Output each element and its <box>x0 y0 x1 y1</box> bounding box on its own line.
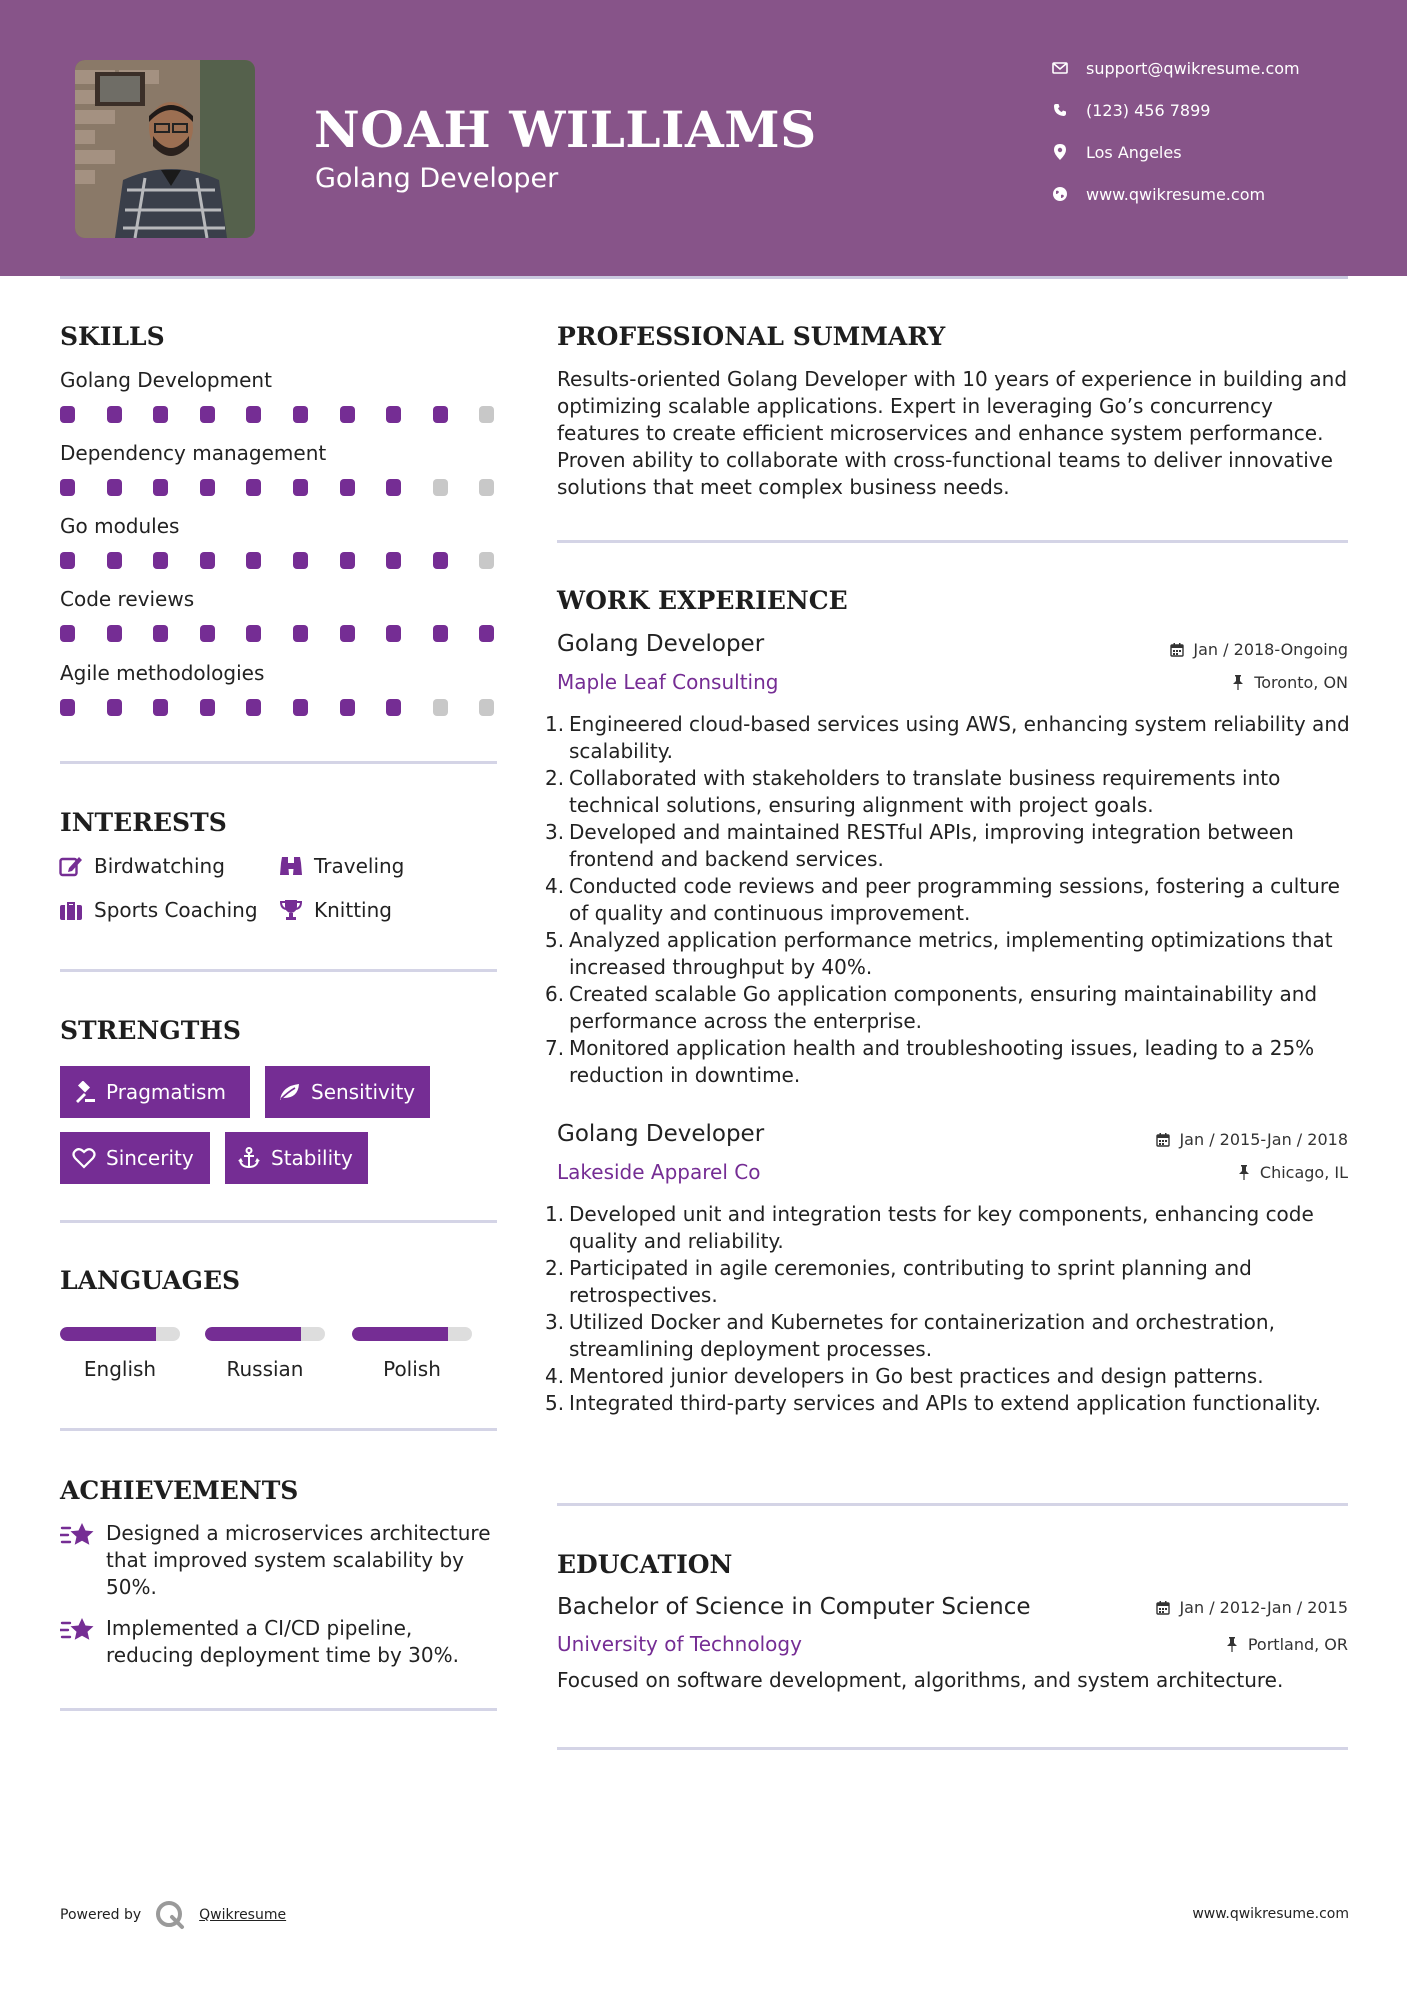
bullet-text: Utilized Docker and Kubernetes for containerization and orchestration, streamlining deployment processes. <box>569 1310 1275 1361</box>
section-divider <box>557 1503 1348 1506</box>
company-name: Lakeside Apparel Co <box>557 1160 761 1184</box>
skill-dot-filled <box>200 479 215 496</box>
job-title: Golang Developer <box>557 631 765 657</box>
calendar-icon <box>1169 642 1185 658</box>
languages-heading: LANGUAGES <box>60 1266 241 1295</box>
bullet-text: Mentored junior developers in Go best practices and design patterns. <box>569 1364 1264 1388</box>
job-dates <box>1155 1130 1348 1149</box>
skill-dot-filled <box>293 699 308 716</box>
dates-text: Jan / 2012-Jan / 2015 <box>1179 1598 1348 1617</box>
bullet-number: 2. <box>545 766 565 790</box>
section-divider <box>557 1747 1348 1750</box>
edit-icon <box>58 853 84 879</box>
footer-website[interactable]: www.qwikresume.com <box>1192 1906 1349 1922</box>
company-name: Maple Leaf Consulting <box>557 670 779 694</box>
skill-dot-filled <box>153 625 168 642</box>
interest-item <box>58 853 225 879</box>
skill-dot-filled <box>386 552 401 569</box>
contact-phone[interactable] <box>1050 98 1210 122</box>
skill-name: Dependency management <box>60 441 327 465</box>
skills-heading: SKILLS <box>60 322 165 351</box>
header-divider <box>60 276 1348 279</box>
bullet-text: Conducted code reviews and peer programming sessions, fostering a culture of quality and continuous improvement. <box>569 874 1340 925</box>
section-divider <box>60 1428 497 1431</box>
language-name: English <box>83 1357 157 1381</box>
skill-dot-filled <box>293 625 308 642</box>
footer-powered-by <box>60 1900 286 1930</box>
bullet-number: 5. <box>545 928 565 952</box>
skill-dot-filled <box>386 699 401 716</box>
skill-dot-empty <box>433 699 448 716</box>
bullet-text: Developed and maintained RESTful APIs, improving integration between frontend and backend services. <box>569 820 1294 871</box>
bullet-number: 5. <box>545 1391 565 1415</box>
bullet-item <box>545 1201 1357 1255</box>
skill-name: Code reviews <box>60 587 195 611</box>
bullet-number: 4. <box>545 1364 565 1388</box>
interest-item <box>278 853 404 879</box>
bullet-text: Monitored application health and troubleshooting issues, leading to a 25% reduction in downtime. <box>569 1036 1315 1087</box>
interest-label: Sports Coaching <box>94 898 258 922</box>
bullet-number: 3. <box>545 820 565 844</box>
location-text: Los Angeles <box>1086 142 1182 162</box>
language-level-bar <box>352 1327 472 1341</box>
section-divider <box>60 1708 497 1711</box>
star-icon <box>60 1615 96 1645</box>
degree-title: Bachelor of Science in Computer Science <box>557 1594 1031 1620</box>
skill-dot-filled <box>107 479 122 496</box>
qwikresume-logo-icon <box>155 1900 185 1930</box>
strength-badge <box>60 1132 210 1184</box>
interest-label: Traveling <box>314 854 405 878</box>
summary-heading: PROFESSIONAL SUMMARY <box>557 322 946 351</box>
bullet-number: 3. <box>545 1310 565 1334</box>
achievement-item <box>60 1520 500 1601</box>
skill-name: Go modules <box>60 514 180 538</box>
skill-dot-filled <box>293 406 308 423</box>
pushpin-icon <box>1230 675 1246 691</box>
strength-label: Stability <box>271 1146 353 1170</box>
language-level-fill <box>60 1327 156 1341</box>
contact-email[interactable] <box>1050 56 1300 80</box>
skill-dot-filled <box>340 625 355 642</box>
bullet-item <box>545 1035 1357 1089</box>
skill-dot-filled <box>60 479 75 496</box>
bullet-item <box>545 819 1357 873</box>
interests-heading: INTERESTS <box>60 808 227 837</box>
brand-link[interactable]: Qwikresume <box>199 1907 287 1923</box>
bullet-number: 1. <box>545 712 565 736</box>
skill-dot-empty <box>479 552 494 569</box>
profile-photo <box>75 60 255 238</box>
dates-text: Jan / 2015-Jan / 2018 <box>1179 1130 1348 1149</box>
strength-badge <box>265 1066 430 1118</box>
job-bullets <box>545 1201 1357 1417</box>
skill-dot-filled <box>386 406 401 423</box>
leaf-icon <box>277 1080 301 1104</box>
skill-dot-filled <box>433 406 448 423</box>
skill-dot-filled <box>386 479 401 496</box>
website-text: www.qwikresume.com <box>1086 184 1266 204</box>
skill-dot-filled <box>200 406 215 423</box>
bullet-number: 7. <box>545 1036 565 1060</box>
heart-icon <box>72 1146 96 1170</box>
strength-label: Sincerity <box>106 1146 194 1170</box>
skill-dot-empty <box>479 479 494 496</box>
bullet-item <box>545 765 1357 819</box>
candidate-title: Golang Developer <box>315 163 559 194</box>
skill-dot-filled <box>340 406 355 423</box>
skill-name: Agile methodologies <box>60 661 265 685</box>
anchor-icon <box>237 1146 261 1170</box>
section-divider <box>557 540 1348 543</box>
experience-heading: WORK EXPERIENCE <box>557 586 848 615</box>
phone-text: (123) 456 7899 <box>1086 100 1211 120</box>
interest-label: Knitting <box>314 898 392 922</box>
education-heading: EDUCATION <box>557 1550 733 1579</box>
strength-label: Pragmatism <box>106 1080 226 1104</box>
achievement-text: Implemented a CI/CD pipeline, reducing deployment time by 30%. <box>106 1616 459 1667</box>
language-name: Russian <box>226 1357 304 1381</box>
bullet-text: Participated in agile ceremonies, contributing to sprint planning and retrospectives. <box>569 1256 1252 1307</box>
language-level-bar <box>205 1327 325 1341</box>
bullet-item <box>545 1309 1357 1363</box>
skill-dot-filled <box>200 552 215 569</box>
language-level-fill <box>205 1327 301 1341</box>
achievement-item <box>60 1615 500 1669</box>
bullet-text: Engineered cloud-based services using AWS, enhancing system reliability and scalability. <box>569 712 1350 763</box>
skill-dot-filled <box>107 552 122 569</box>
section-divider <box>60 969 497 972</box>
gavel-icon <box>72 1080 96 1104</box>
contact-location <box>1050 140 1182 164</box>
skill-dot-filled <box>433 625 448 642</box>
education-dates <box>1155 1598 1348 1617</box>
skill-dot-filled <box>153 479 168 496</box>
job-location <box>1236 1163 1348 1182</box>
phone-icon <box>1050 100 1070 120</box>
skill-dot-filled <box>60 552 75 569</box>
skill-dot-filled <box>153 406 168 423</box>
language-level-fill <box>352 1327 448 1341</box>
pushpin-icon <box>1236 1165 1252 1181</box>
strength-badge <box>225 1132 368 1184</box>
skill-dot-filled <box>340 479 355 496</box>
bullet-number: 2. <box>545 1256 565 1280</box>
pushpin-icon <box>1224 1637 1240 1653</box>
location-text: Toronto, ON <box>1254 673 1348 692</box>
envelope-icon <box>1050 58 1070 78</box>
skill-dot-filled <box>200 699 215 716</box>
header-band <box>0 0 1407 276</box>
candidate-name: NOAH WILLIAMS <box>314 100 817 159</box>
bullet-text: Developed unit and integration tests for key components, enhancing code quality and reliability. <box>569 1202 1314 1253</box>
bullet-item <box>545 711 1357 765</box>
skill-dot-filled <box>200 625 215 642</box>
skill-dot-filled <box>60 625 75 642</box>
bullet-item <box>545 873 1357 927</box>
binoculars-icon <box>278 853 304 879</box>
skill-dot-filled <box>293 479 308 496</box>
skill-name: Golang Development <box>60 368 272 392</box>
location-text: Portland, OR <box>1247 1635 1348 1654</box>
section-divider <box>60 761 497 764</box>
strength-label: Sensitivity <box>311 1080 416 1104</box>
bullet-text: Collaborated with stakeholders to translate business requirements into technical solutions, ensuring alignment with project goals. <box>569 766 1281 817</box>
interest-item <box>58 897 258 923</box>
skill-dot-filled <box>107 406 122 423</box>
bullet-text: Analyzed application performance metrics, implementing optimizations that increased throughput by 40%. <box>569 928 1333 979</box>
bullet-number: 1. <box>545 1202 565 1226</box>
skill-dot-filled <box>293 552 308 569</box>
skill-dot-filled <box>107 699 122 716</box>
bullet-text: Created scalable Go application components, ensuring maintainability and performance across the enterprise. <box>569 982 1318 1033</box>
bullet-item <box>545 927 1357 981</box>
interest-item <box>278 897 392 923</box>
skill-dot-filled <box>60 406 75 423</box>
dates-text: Jan / 2018-Ongoing <box>1193 640 1348 659</box>
language-level-bar <box>60 1327 180 1341</box>
skill-dot-filled <box>246 625 261 642</box>
bullet-item <box>545 1363 1357 1390</box>
calendar-icon <box>1155 1600 1171 1616</box>
skill-dot-empty <box>479 406 494 423</box>
skill-dot-filled <box>386 625 401 642</box>
job-dates <box>1169 640 1348 659</box>
skill-dot-filled <box>479 625 494 642</box>
education-description: Focused on software development, algorithms, and system architecture. <box>557 1668 1284 1692</box>
school-name: University of Technology <box>557 1632 802 1656</box>
bullet-item <box>545 1390 1357 1417</box>
language-name: Polish <box>383 1357 441 1381</box>
achievements-heading: ACHIEVEMENTS <box>60 1476 299 1505</box>
strengths-heading: STRENGTHS <box>60 1016 241 1045</box>
job-bullets <box>545 711 1357 1089</box>
bullet-text: Integrated third-party services and APIs to extend application functionality. <box>569 1391 1322 1415</box>
bullet-item <box>545 1255 1357 1309</box>
skill-dot-filled <box>340 699 355 716</box>
bullet-number: 6. <box>545 982 565 1006</box>
globe-icon <box>1050 184 1070 204</box>
interest-label: Birdwatching <box>94 854 225 878</box>
skill-dot-filled <box>60 699 75 716</box>
skill-dot-filled <box>246 552 261 569</box>
calendar-icon <box>1155 1132 1171 1148</box>
education-location <box>1224 1635 1348 1654</box>
skill-dot-filled <box>433 552 448 569</box>
skill-dot-filled <box>153 552 168 569</box>
skill-dot-filled <box>340 552 355 569</box>
skill-dot-filled <box>107 625 122 642</box>
skill-dot-filled <box>153 699 168 716</box>
map-pin-icon <box>1050 142 1070 162</box>
summary-text: Results-oriented Golang Developer with 10 years of experience in building and optimizing scalable applications. Expert in leveraging Go’s concurrency features to create efficient microservices and enhance system performance. Proven ability to collaborate with cross-functional teams to deliver innovative solutions that meet complex business needs. <box>557 367 1348 499</box>
location-text: Chicago, IL <box>1259 1163 1348 1182</box>
strength-badge <box>60 1066 250 1118</box>
job-title: Golang Developer <box>557 1121 765 1147</box>
powered-by-text: Powered by <box>60 1907 142 1923</box>
skill-dot-empty <box>479 699 494 716</box>
bullet-item <box>545 981 1357 1035</box>
skill-dot-empty <box>433 479 448 496</box>
skill-dot-filled <box>246 479 261 496</box>
skill-dot-filled <box>246 406 261 423</box>
job-location <box>1230 673 1348 692</box>
achievement-text: Designed a microservices architecture that improved system scalability by 50%. <box>106 1521 491 1599</box>
briefcase-icon <box>58 897 84 923</box>
skill-dot-filled <box>246 699 261 716</box>
contact-website[interactable] <box>1050 182 1265 206</box>
bullet-number: 4. <box>545 874 565 898</box>
section-divider <box>60 1220 497 1223</box>
star-icon <box>60 1520 96 1550</box>
email-text: support@qwikresume.com <box>1086 58 1300 78</box>
trophy-icon <box>278 897 304 923</box>
